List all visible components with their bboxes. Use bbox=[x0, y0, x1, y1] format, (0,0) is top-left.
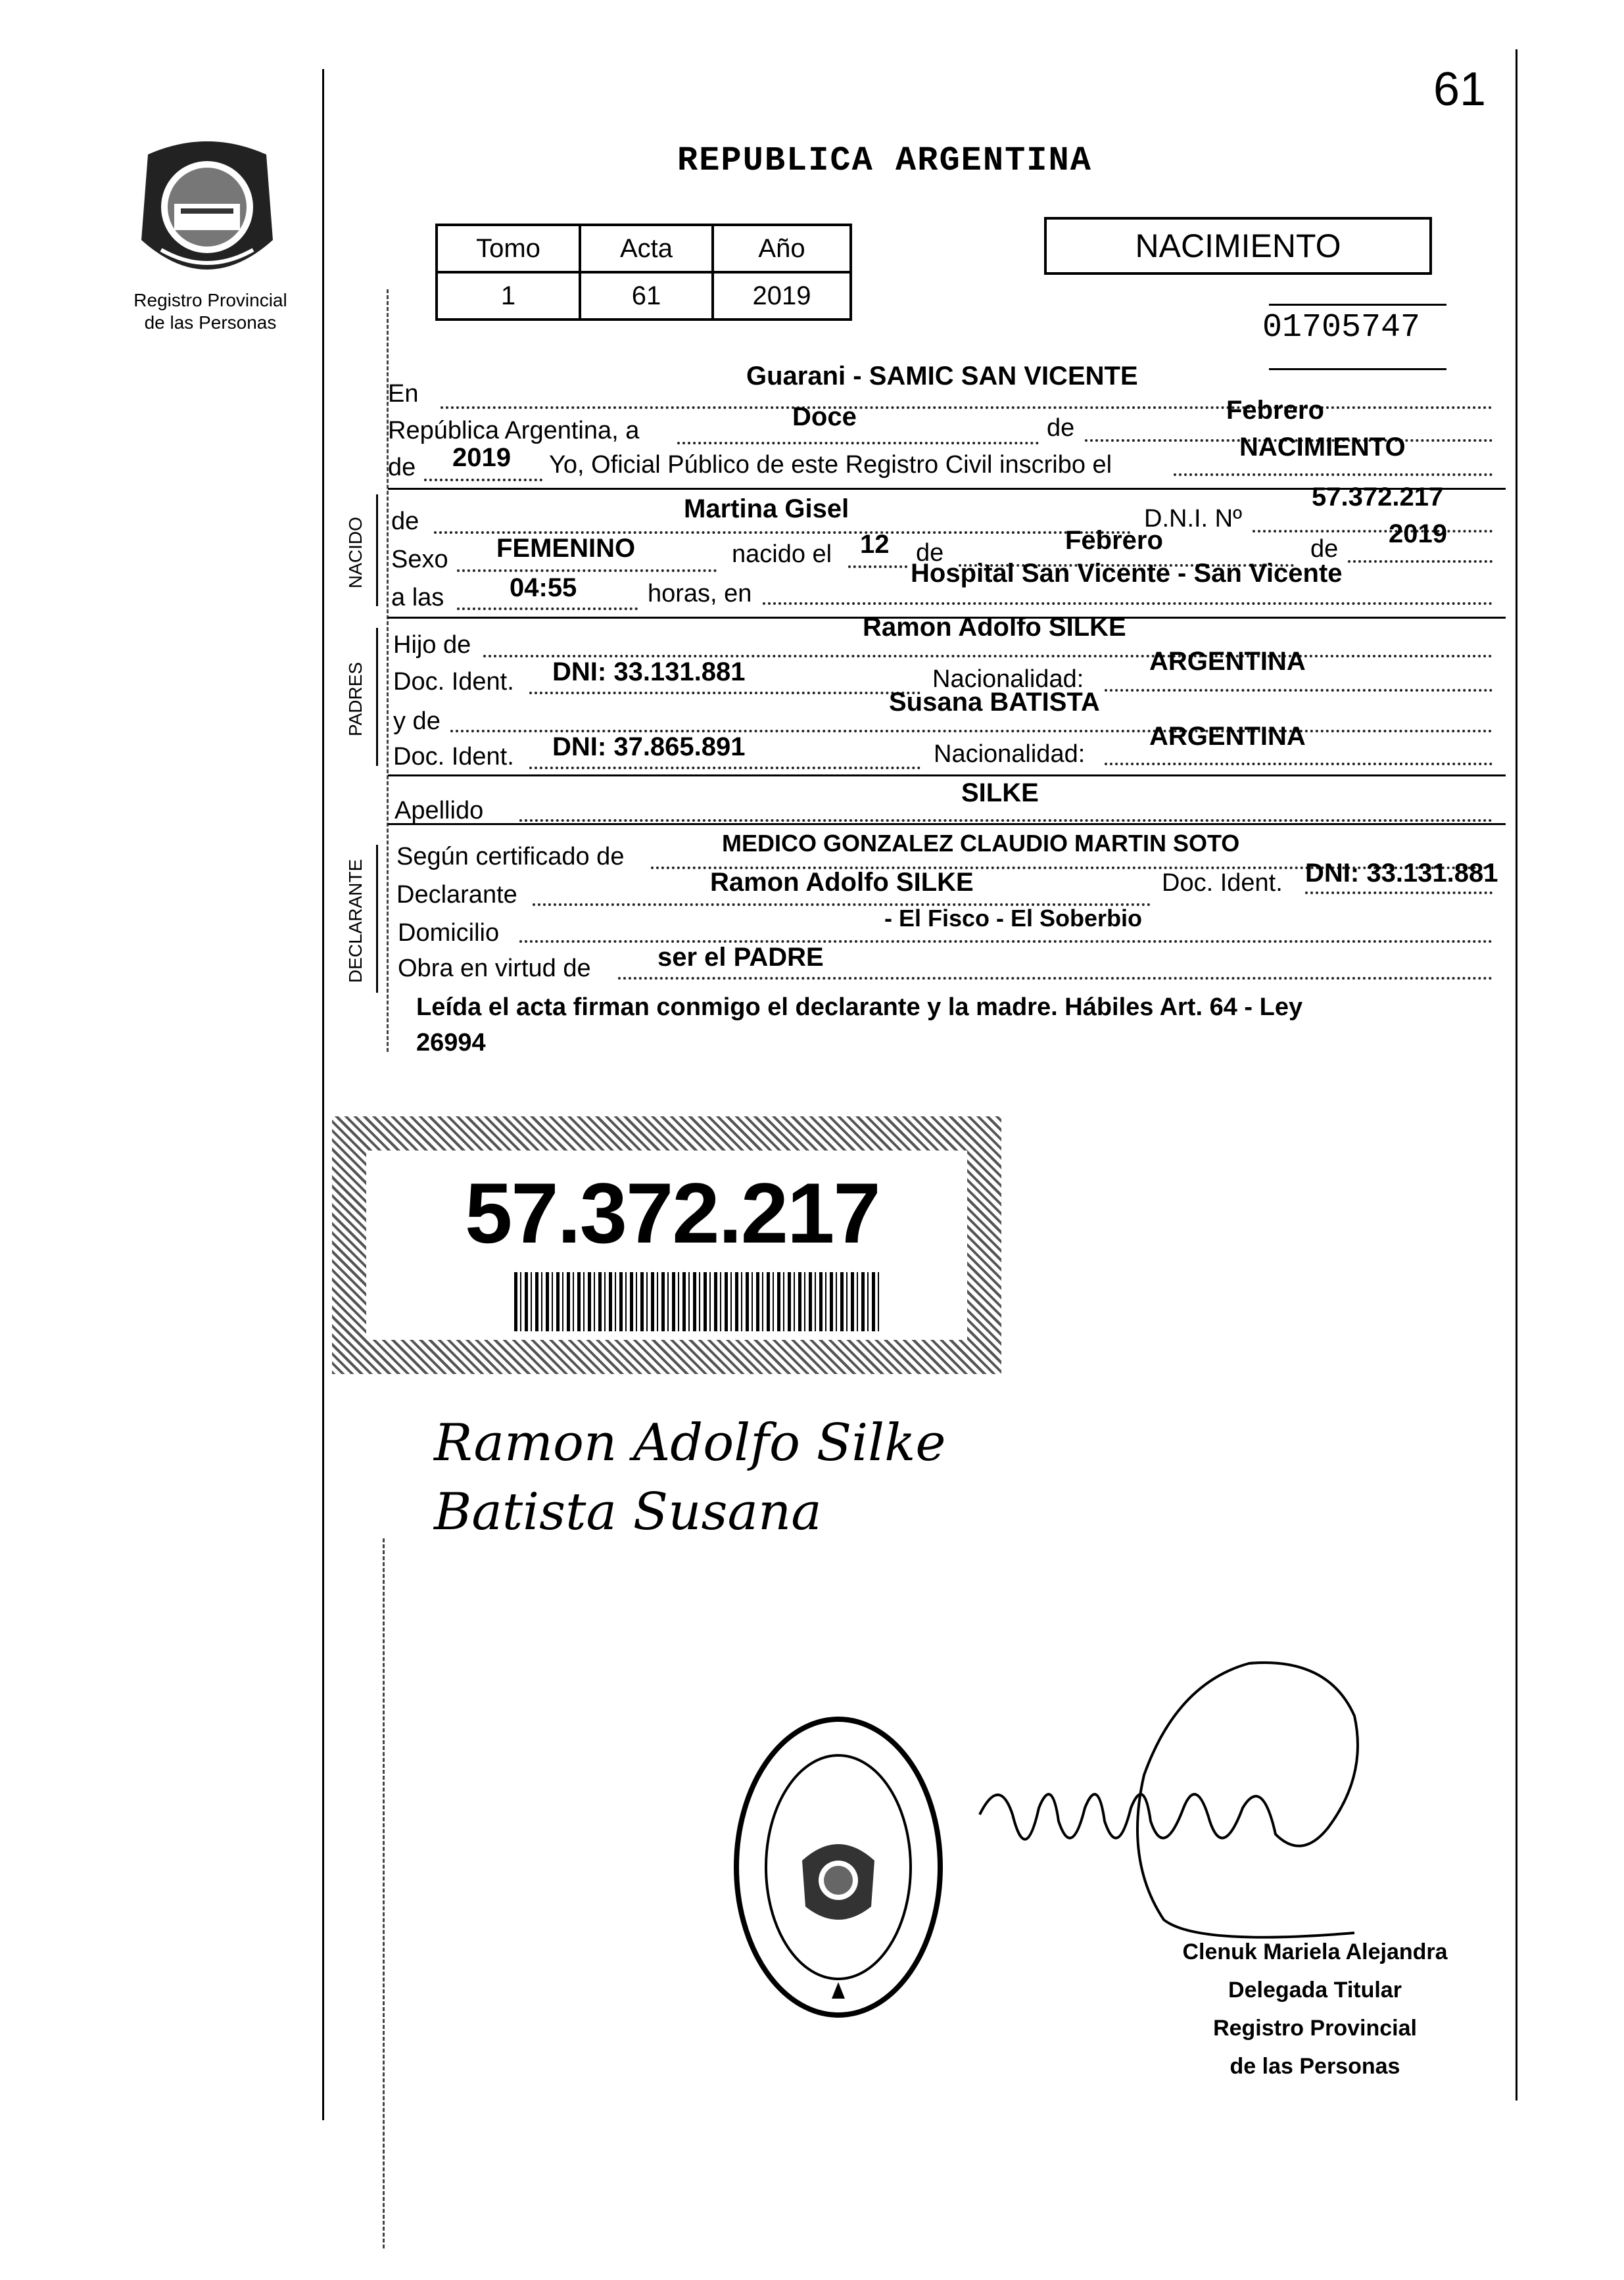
horas-en-label: horas, en bbox=[648, 580, 752, 607]
document-type-box: NACIMIENTO bbox=[1044, 217, 1432, 275]
madre-doc-value: DNI: 37.865.891 bbox=[552, 732, 746, 761]
madre-nac-label: Nacionalidad: bbox=[934, 740, 1086, 768]
day-words-value: Doce bbox=[792, 402, 857, 431]
padre-doc-value: DNI: 33.131.881 bbox=[552, 657, 746, 686]
birth-month-value: Febrero bbox=[1065, 526, 1163, 555]
lugar-value: Hospital San Vicente - San Vicente bbox=[911, 559, 1343, 588]
sexo-value: FEMENINO bbox=[496, 534, 636, 563]
acta-header: Acta bbox=[580, 225, 713, 272]
padre-nac-value: ARGENTINA bbox=[1149, 647, 1306, 676]
legal-note-line2: 26994 bbox=[416, 1029, 486, 1057]
declarante-value: Ramon Adolfo SILKE bbox=[710, 868, 974, 897]
nacido-bracket bbox=[376, 494, 378, 606]
padre-value: Ramon Adolfo SILKE bbox=[863, 613, 1126, 642]
madre-doc-dots bbox=[529, 767, 920, 769]
year-dots bbox=[424, 479, 542, 481]
birth-day-dots bbox=[848, 565, 907, 568]
serial-number: 01705747 bbox=[1262, 309, 1421, 346]
certificado-value: MEDICO GONZALEZ CLAUDIO MARTIN SOTO bbox=[722, 830, 1240, 857]
hijo-de-label: Hijo de bbox=[393, 631, 471, 659]
birth-de-label: de bbox=[916, 539, 944, 567]
acta-value: 61 bbox=[580, 272, 713, 320]
official-seal bbox=[730, 1709, 947, 2025]
birth-year-dots bbox=[1348, 560, 1493, 563]
stamp-dni-number: 57.372.217 bbox=[465, 1165, 880, 1261]
dni-value: 57.372.217 bbox=[1312, 483, 1444, 511]
logo-caption-line1: Registro Provincial bbox=[133, 290, 287, 310]
oficial-text: Yo, Oficial Público de este Registro Civil inscribo el bbox=[549, 451, 1112, 479]
domicilio-value: - El Fisco - El Soberbio bbox=[884, 905, 1143, 932]
dni-label: D.N.I. Nº bbox=[1144, 505, 1242, 533]
legal-note-line1: Leída el acta firman conmigo el declarante y la madre. Hábiles Art. 64 - Ley bbox=[416, 993, 1303, 1021]
padre-doc-label: Doc. Ident. bbox=[393, 668, 514, 696]
tomo-value: 1 bbox=[437, 272, 580, 320]
day-dots bbox=[677, 442, 1039, 444]
madre-nac-value: ARGENTINA bbox=[1149, 722, 1306, 751]
page-number: 61 bbox=[1433, 63, 1487, 116]
madre-doc-label: Doc. Ident. bbox=[393, 743, 514, 771]
lugar-dots bbox=[763, 602, 1493, 605]
sexo-dots bbox=[457, 569, 717, 572]
nombre-value: Martina Gisel bbox=[684, 494, 849, 523]
inscribo-dots bbox=[1174, 473, 1493, 476]
obra-label: Obra en virtud de bbox=[398, 955, 591, 982]
official-org-line1: Registro Provincial bbox=[1213, 2016, 1417, 2041]
madre-nac-dots bbox=[1105, 763, 1493, 765]
official-role: Delegada Titular bbox=[1228, 1978, 1402, 2003]
logo-caption bbox=[112, 289, 309, 334]
right-margin-line bbox=[1516, 49, 1517, 2101]
declarante-doc-dots bbox=[1305, 891, 1493, 894]
apellido-label: Apellido bbox=[394, 797, 484, 824]
hora-dots bbox=[457, 607, 638, 610]
year-value: 2019 bbox=[452, 443, 511, 472]
birth-day-value: 12 bbox=[860, 530, 890, 559]
obra-value: ser el PADRE bbox=[657, 943, 824, 972]
sexo-label: Sexo bbox=[391, 546, 448, 573]
barcode bbox=[514, 1272, 882, 1331]
nombre-label: de bbox=[391, 508, 419, 535]
de-label: de bbox=[1047, 414, 1075, 442]
birth-year-value: 2019 bbox=[1389, 519, 1447, 548]
official-org-line2: de las Personas bbox=[1230, 2054, 1400, 2079]
y-de-label: y de bbox=[393, 707, 441, 735]
hora-value: 04:55 bbox=[510, 573, 577, 602]
padre-doc-dots bbox=[529, 692, 920, 694]
a-las-label: a las bbox=[391, 584, 444, 611]
padre-nac-label: Nacionalidad: bbox=[932, 665, 1084, 693]
declarante-label: Declarante bbox=[396, 881, 517, 909]
official-signature bbox=[960, 1644, 1407, 1959]
apellido-value: SILKE bbox=[961, 778, 1039, 807]
padre-nac-dots bbox=[1105, 689, 1493, 692]
segun-label: Según certificado de bbox=[396, 843, 625, 870]
province-logo bbox=[122, 135, 293, 293]
signature-declarante: Ramon Adolfo Silke bbox=[434, 1413, 946, 1473]
obra-dots bbox=[618, 977, 1493, 980]
en-dots bbox=[441, 406, 1493, 409]
section-divider-3 bbox=[388, 774, 1506, 776]
declarante-doc-label: Doc. Ident. bbox=[1162, 869, 1283, 897]
inscribo-value: NACIMIENTO bbox=[1239, 433, 1406, 462]
tomo-header: Tomo bbox=[437, 225, 580, 272]
anio-value: 2019 bbox=[713, 272, 851, 320]
month-value: Febrero bbox=[1226, 396, 1324, 425]
section-divider-4 bbox=[388, 823, 1506, 825]
section-declarante-label: DECLARANTE bbox=[345, 859, 366, 983]
document-title: REPUBLICA ARGENTINA bbox=[677, 141, 1092, 180]
apellido-dots bbox=[519, 819, 1493, 822]
nacido-el-label: nacido el bbox=[732, 540, 832, 568]
registry-table bbox=[435, 224, 852, 321]
domicilio-label: Domicilio bbox=[398, 919, 500, 947]
section-padres-label: PADRES bbox=[345, 661, 366, 736]
dni-stamp-inner bbox=[366, 1151, 967, 1340]
left-dashed-rule-lower bbox=[383, 1538, 385, 2248]
padres-bracket bbox=[376, 628, 378, 766]
logo-caption-line2: de las Personas bbox=[144, 312, 277, 333]
anio-header: Año bbox=[713, 225, 851, 272]
republica-label: República Argentina, a bbox=[388, 417, 640, 444]
dni-dots bbox=[1253, 530, 1493, 533]
official-name: Clenuk Mariela Alejandra bbox=[1182, 1939, 1448, 1964]
serial-rule-top bbox=[1269, 304, 1446, 306]
declarante-bracket bbox=[376, 845, 378, 993]
section-nacido-label: NACIDO bbox=[345, 517, 366, 588]
dni-stamp bbox=[332, 1116, 1001, 1374]
left-margin-line bbox=[322, 69, 324, 2120]
birth-de-year-label: de bbox=[1310, 535, 1339, 563]
declarante-doc-value: DNI: 33.131.881 bbox=[1305, 859, 1498, 888]
en-label: En bbox=[388, 380, 419, 408]
legal-note bbox=[416, 989, 1481, 1060]
place-value: Guarani - SAMIC SAN VICENTE bbox=[746, 362, 1138, 391]
de-year-label: de bbox=[388, 454, 416, 481]
signature-madre: Batista Susana bbox=[434, 1483, 822, 1542]
madre-value: Susana BATISTA bbox=[889, 688, 1100, 717]
serial-rule-bottom bbox=[1269, 368, 1446, 370]
